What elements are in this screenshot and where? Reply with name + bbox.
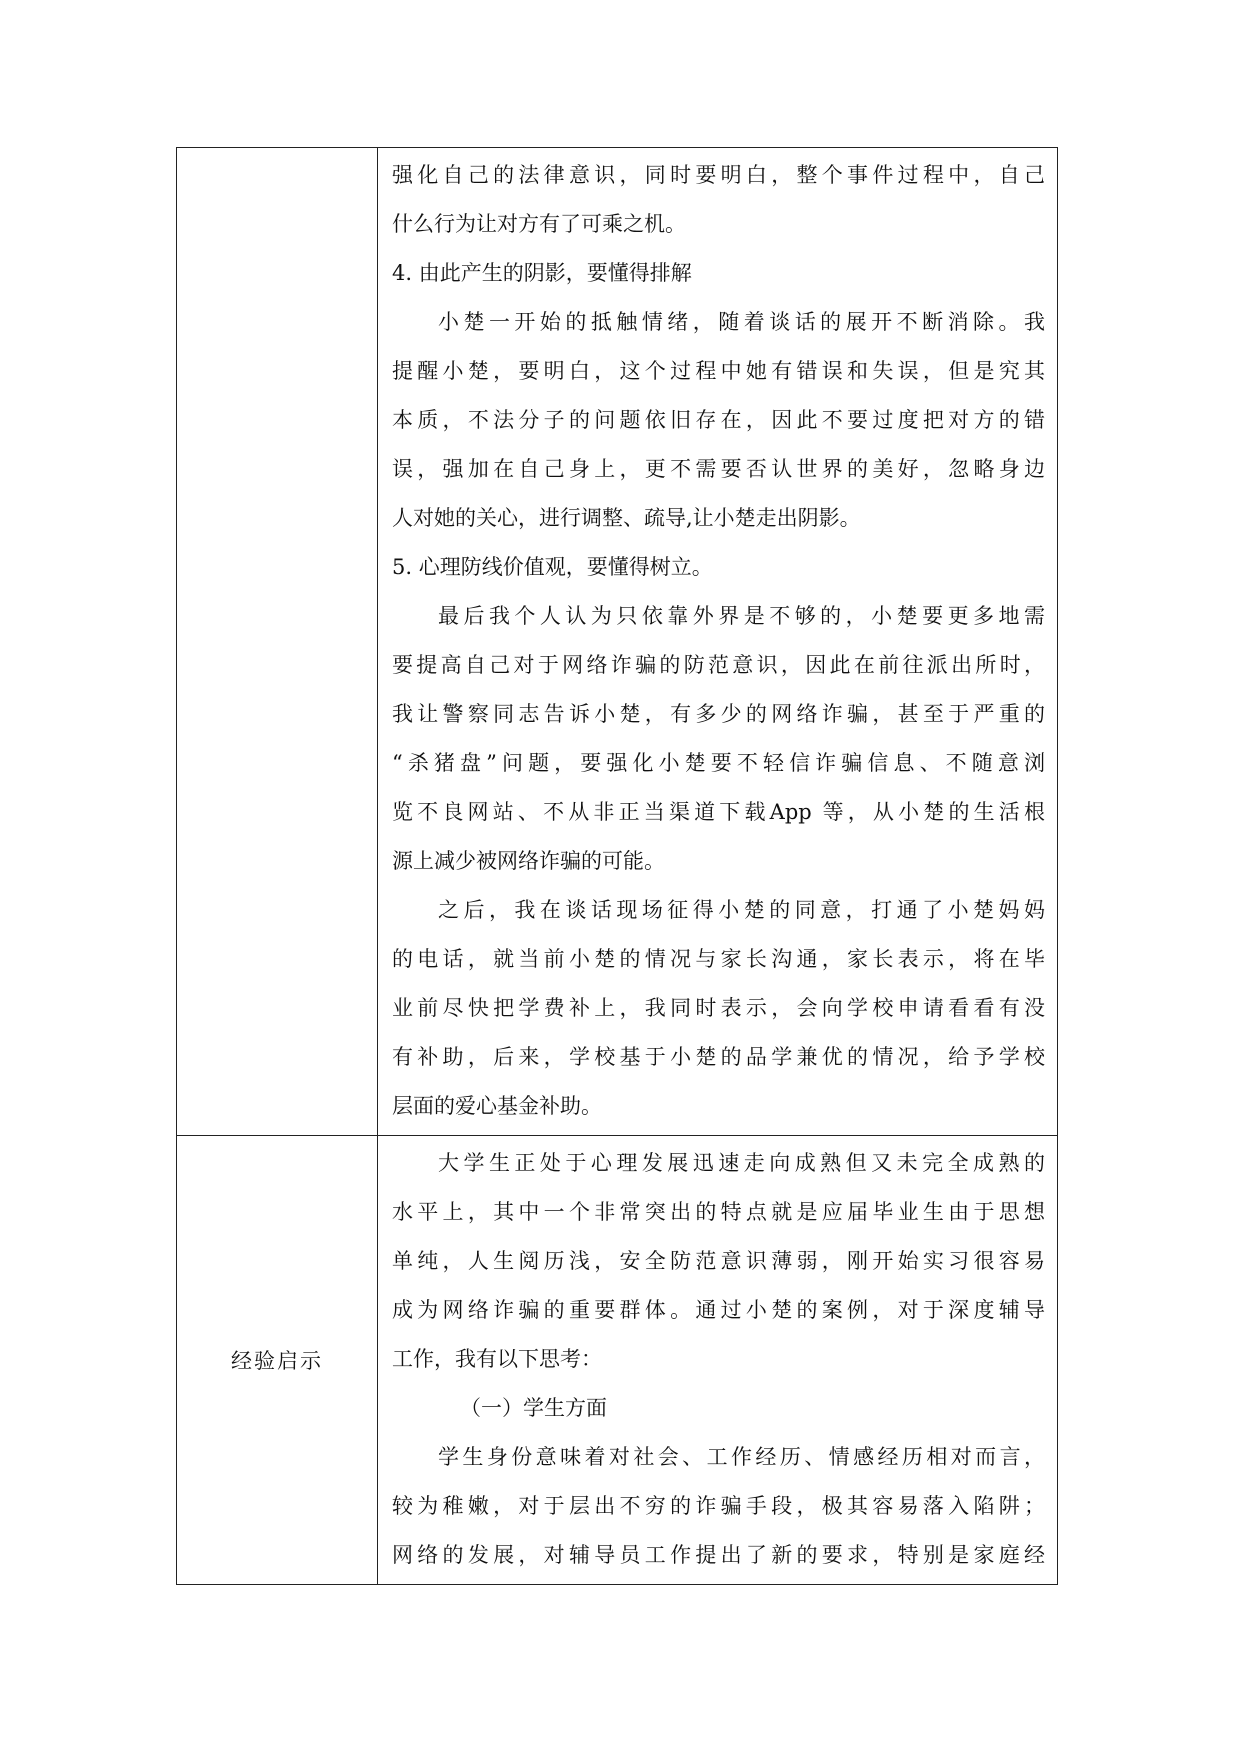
text-line: 的电话，就当前小楚的情况与家长沟通，家长表示，将在毕: [392, 947, 1045, 971]
text-line: 网络的发展，对辅导员工作提出了新的要求，特别是家庭经: [392, 1543, 1045, 1567]
text-line: 最后我个人认为只依靠外界是不够的，小楚要更多地需: [438, 604, 1045, 628]
text-line: 我让警察同志告诉小楚，有多少的网络诈骗，甚至于严重的: [392, 702, 1045, 726]
text-line: 源上减少被网络诈骗的可能。: [392, 849, 665, 873]
text-line: （一）学生方面: [460, 1396, 607, 1420]
text-line: 水平上，其中一个非常突出的特点就是应届毕业生由于思想: [392, 1200, 1045, 1224]
text-line: 提醒小楚，要明白，这个过程中她有错误和失误，但是究其: [392, 359, 1045, 383]
text-line: “杀猪盘”问题，要强化小楚要不轻信诈骗信息、不随意浏: [392, 751, 1045, 775]
text-line: 之后，我在谈话现场征得小楚的同意，打通了小楚妈妈: [438, 898, 1045, 922]
row-label-empty: [177, 148, 378, 1136]
text-line: 业前尽快把学费补上，我同时表示，会向学校申请看看有没: [392, 996, 1045, 1020]
text-line: 误，强加在自己身上，更不需要否认世界的美好，忽略身边: [392, 457, 1045, 481]
text-line: 成为网络诈骗的重要群体。通过小楚的案例，对于深度辅导: [392, 1298, 1045, 1322]
paragraph-lines: [392, 1139, 1045, 1580]
row-content-process: [378, 148, 1058, 1136]
text-line: 强化自己的法律意识，同时要明白，整个事件过程中，自己: [392, 163, 1045, 187]
text-line: 工作，我有以下思考：: [392, 1347, 602, 1371]
paragraph-lines: [392, 151, 1045, 1131]
text-line: 4. 由此产生的阴影，要懂得排解: [392, 261, 692, 285]
table-row-experience: [177, 1136, 1058, 1585]
case-table: [176, 147, 1058, 1585]
text-line: 本质，不法分子的问题依旧存在，因此不要过度把对方的错: [392, 408, 1045, 432]
text-line: 什么行为让对方有了可乘之机。: [392, 212, 686, 236]
text-line: 学生身份意味着对社会、工作经历、情感经历相对而言，: [438, 1445, 1045, 1469]
text-line: 层面的爱心基金补助。: [392, 1094, 602, 1118]
text-line: 5. 心理防线价值观，要懂得树立。: [392, 555, 713, 579]
text-line: 单纯，人生阅历浅，安全防范意识薄弱，刚开始实习很容易: [392, 1249, 1045, 1273]
text-line: 大学生正处于心理发展迅速走向成熟但又未完全成熟的: [438, 1151, 1045, 1175]
text-line: 小楚一开始的抵触情绪，随着谈话的展开不断消除。我: [438, 310, 1045, 334]
row-label-experience: 经验启示: [177, 1136, 378, 1585]
row-content-experience: [378, 1136, 1058, 1585]
text-line: 要提高自己对于网络诈骗的防范意识，因此在前往派出所时，: [392, 653, 1045, 677]
table-row-continuation: [177, 148, 1058, 1136]
text-line: 人对她的关心，进行调整、疏导,让小楚走出阴影。: [392, 506, 861, 530]
text-line: 览不良网站、不从非正当渠道下载App 等，从小楚的生活根: [392, 800, 1045, 824]
text-line: 有补助，后来，学校基于小楚的品学兼优的情况，给予学校: [392, 1045, 1045, 1069]
text-line: 较为稚嫩，对于层出不穷的诈骗手段，极其容易落入陷阱；: [392, 1494, 1045, 1518]
